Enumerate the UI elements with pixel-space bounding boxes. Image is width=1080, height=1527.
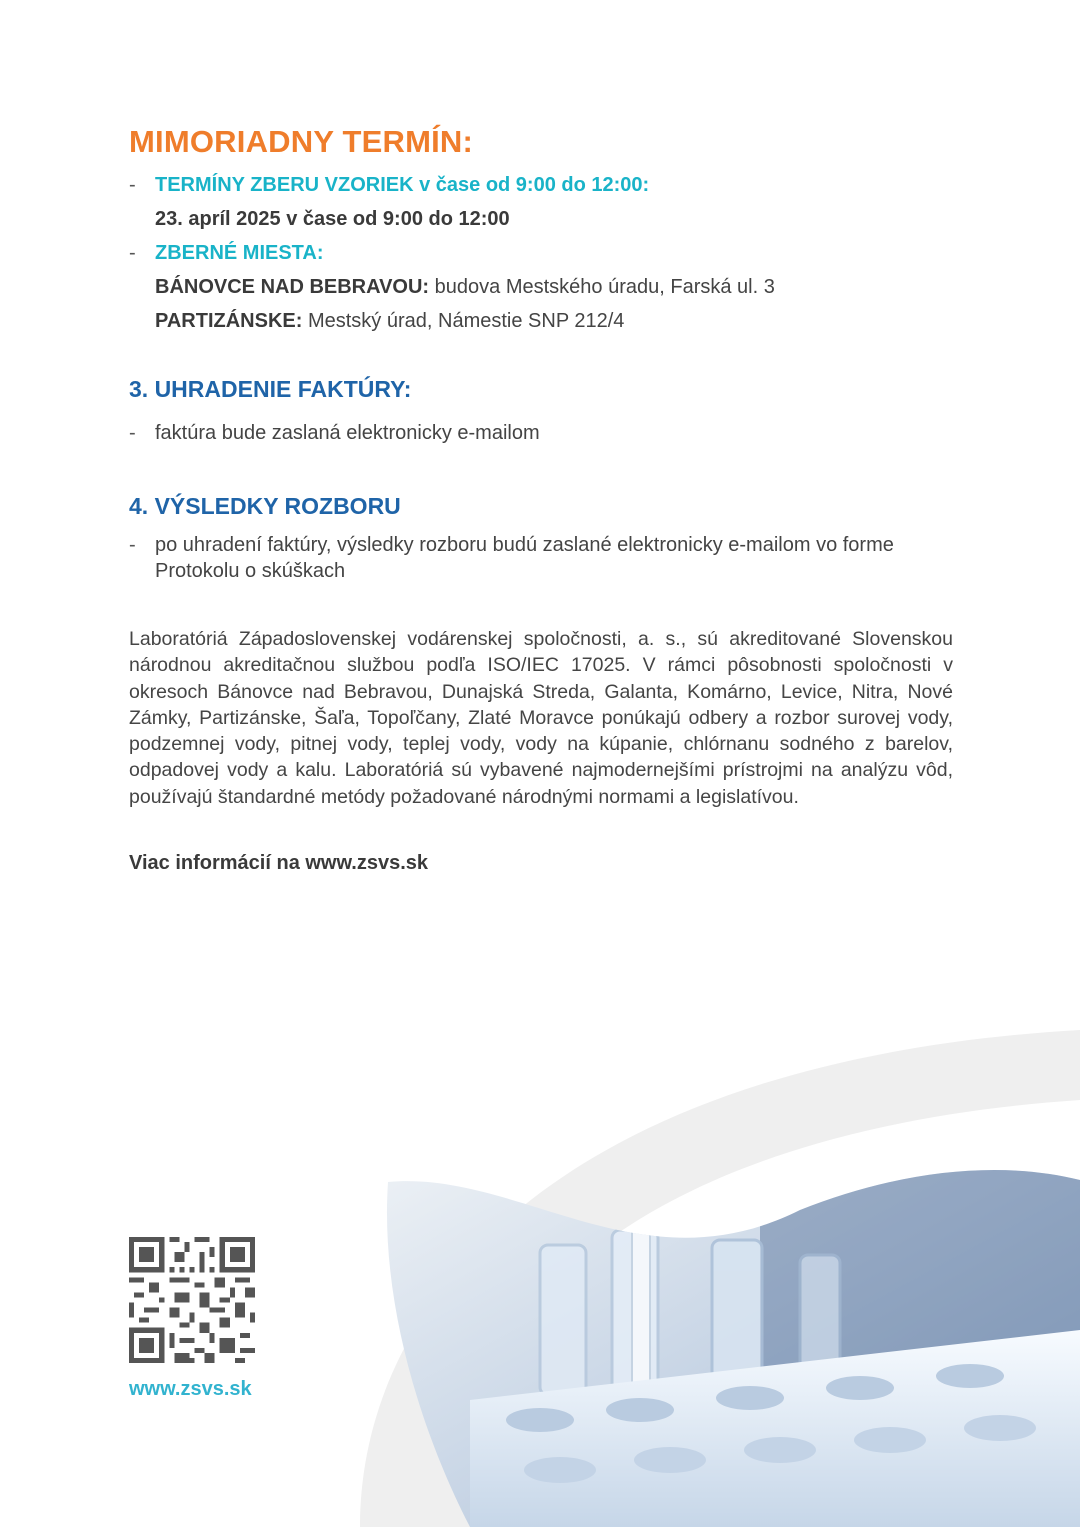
collection-points-label: ZBERNÉ MIESTA:	[155, 242, 324, 264]
section-3-title: 3. UHRADENIE FAKTÚRY:	[129, 376, 412, 402]
bullet-dash: -	[129, 242, 136, 264]
invoice-text: faktúra bude zaslaná elektronicky e-mailom	[155, 422, 540, 444]
place-name: BÁNOVCE NAD BEBRAVOU:	[155, 276, 430, 298]
laboratory-description: Laboratóriá Západoslovenskej vodárenskej spoločnosti, a. s., sú akreditované Slovenskou národnou akreditačnou službou podľa ISO/IEC 17025. V rámci pôsobnosti spoločnosti v okresoch Bánovce nad Bebravou, Dunajská Streda, Galanta, Komárno, Levice, Nitra, Nové Zámky, Partizánske, Šaľa, Topoľčany, Zlaté Moravce ponúkajú odbery a rozbor surovej vody, podzemnej vody, pitnej vody, teplej vody, vody na kúpanie, chlórnanu sodného z barelov, odpadovej vody a kalu. Laboratóriá sú vybavené najmodernejšími prístrojmi na analýzu vôd, používajú štandardné metódy požadované národnými normami a legislatívou.	[129, 628, 953, 808]
bullet-dash: -	[129, 422, 136, 444]
qr-code-icon	[129, 1237, 255, 1363]
bullet-dash: -	[129, 534, 136, 556]
section-4-title: 4. VÝSLEDKY ROZBORU	[129, 493, 401, 519]
special-term-title: MIMORIADNY TERMÍN:	[129, 124, 474, 159]
bullet-dash: -	[129, 174, 136, 196]
more-info-link-text: Viac informácií na www.zsvs.sk	[129, 852, 429, 874]
place-address: budova Mestského úradu, Farská ul. 3	[434, 276, 775, 298]
place-address: Mestský úrad, Námestie SNP 212/4	[307, 310, 625, 332]
place-name: PARTIZÁNSKE:	[155, 310, 303, 332]
results-text: po uhradení faktúry, výsledky rozboru budú zaslané elektronicky e-mailom vo forme Protokolu o skúškach	[155, 534, 894, 582]
collection-date: 23. apríl 2025 v čase od 9:00 do 12:00	[155, 208, 510, 230]
collection-times-label: TERMÍNY ZBERU VZORIEK v čase od 9:00 do 12:00:	[155, 174, 650, 196]
footer-website: www.zsvs.sk	[129, 1378, 252, 1400]
